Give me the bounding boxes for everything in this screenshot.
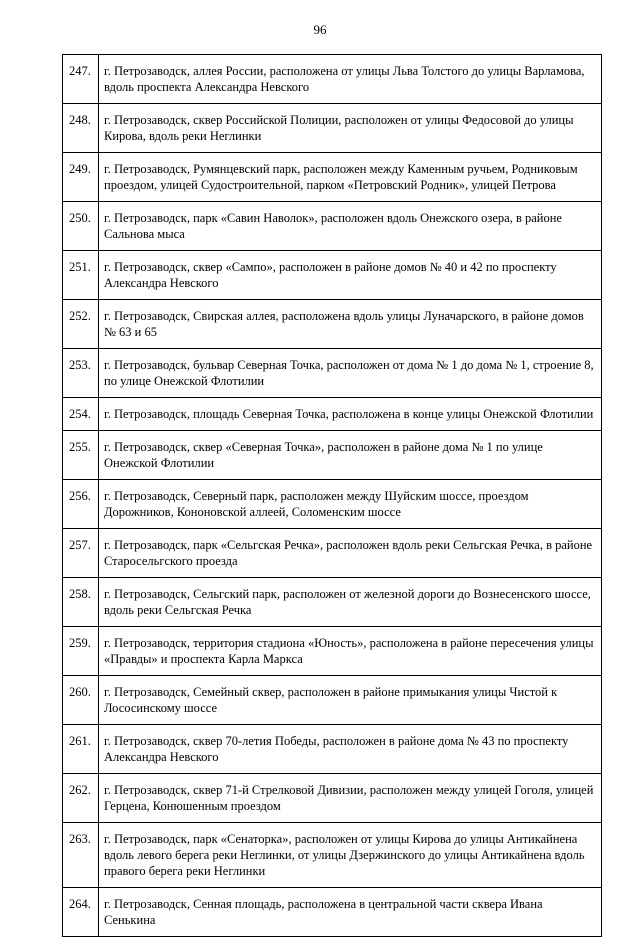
row-description: г. Петрозаводск, сквер Российской Полиции, расположен от улицы Федосовой до улицы Кирова, вдоль реки Неглинки [99, 104, 602, 153]
table-row [63, 398, 602, 431]
row-description: г. Петрозаводск, Сельгский парк, расположен от железной дороги до Вознесенского шоссе, вдоль реки Сельгская Речка [99, 578, 602, 627]
registry-table [62, 54, 602, 937]
table-row [63, 774, 602, 823]
table-row [63, 104, 602, 153]
row-number: 248. [63, 104, 99, 153]
page-number: 96 [313, 22, 327, 37]
table-row [63, 888, 602, 937]
registry-table-body [63, 55, 602, 937]
row-number: 262. [63, 774, 99, 823]
table-row [63, 578, 602, 627]
row-number: 247. [63, 55, 99, 104]
row-description: г. Петрозаводск, площадь Северная Точка, расположена в конце улицы Онежской Флотилии [99, 398, 602, 431]
table-row [63, 676, 602, 725]
row-description: г. Петрозаводск, Свирская аллея, расположена вдоль улицы Луначарского, в районе домов № 63 и 65 [99, 300, 602, 349]
row-description: г. Петрозаводск, парк «Савин Наволок», расположен вдоль Онежского озера, в районе Сальнова мыса [99, 202, 602, 251]
row-number: 250. [63, 202, 99, 251]
table-row [63, 153, 602, 202]
row-description: г. Петрозаводск, сквер «Сампо», расположен в районе домов № 40 и 42 по проспекту Александра Невского [99, 251, 602, 300]
row-description: г. Петрозаводск, аллея России, расположена от улицы Льва Толстого до улицы Варламова, вдоль проспекта Александра Невского [99, 55, 602, 104]
row-description: г. Петрозаводск, сквер 70-летия Победы, расположен в районе дома № 43 по проспекту Александра Невского [99, 725, 602, 774]
row-number: 255. [63, 431, 99, 480]
table-row [63, 251, 602, 300]
table-row [63, 529, 602, 578]
table-row [63, 300, 602, 349]
row-number: 257. [63, 529, 99, 578]
row-number: 254. [63, 398, 99, 431]
row-description: г. Петрозаводск, бульвар Северная Точка, расположен от дома № 1 до дома № 1, строение 8, по улице Онежской Флотилии [99, 349, 602, 398]
row-description: г. Петрозаводск, парк «Сенаторка», расположен от улицы Кирова до улицы Антикайнена вдоль левого берега реки Неглинки, от улицы Дзержинского до улицы Антикайнена вдоль правого берега реки Неглинки [99, 823, 602, 888]
row-description: г. Петрозаводск, территория стадиона «Юность», расположена в районе пересечения улицы «Правды» и проспекта Карла Маркса [99, 627, 602, 676]
row-description: г. Петрозаводск, парк «Сельгская Речка», расположен вдоль реки Сельгская Речка, в районе Старосельгского проезда [99, 529, 602, 578]
table-row [63, 349, 602, 398]
row-number: 263. [63, 823, 99, 888]
table-row [63, 725, 602, 774]
table-row [63, 202, 602, 251]
row-number: 249. [63, 153, 99, 202]
row-description: г. Петрозаводск, сквер 71-й Стрелковой Дивизии, расположен между улицей Гоголя, улицей Герцена, Конюшенным проездом [99, 774, 602, 823]
table-row [63, 480, 602, 529]
row-description: г. Петрозаводск, Румянцевский парк, расположен между Каменным ручьем, Родниковым проездом, улицей Судостроительной, парком «Петровский Родник», улицей Петрова [99, 153, 602, 202]
row-description: г. Петрозаводск, Сенная площадь, расположена в центральной части сквера Ивана Сенькина [99, 888, 602, 937]
table-row [63, 823, 602, 888]
row-number: 261. [63, 725, 99, 774]
row-number: 251. [63, 251, 99, 300]
row-number: 252. [63, 300, 99, 349]
row-number: 256. [63, 480, 99, 529]
row-description: г. Петрозаводск, Семейный сквер, расположен в районе примыкания улицы Чистой к Лососинскому шоссе [99, 676, 602, 725]
row-number: 259. [63, 627, 99, 676]
table-row [63, 55, 602, 104]
table-row [63, 431, 602, 480]
table-row [63, 627, 602, 676]
row-description: г. Петрозаводск, сквер «Северная Точка», расположен в районе дома № 1 по улице Онежской Флотилии [99, 431, 602, 480]
row-description: г. Петрозаводск, Северный парк, расположен между Шуйским шоссе, проездом Дорожников, Кононовской аллеей, Соломенским шоссе [99, 480, 602, 529]
row-number: 258. [63, 578, 99, 627]
row-number: 264. [63, 888, 99, 937]
row-number: 260. [63, 676, 99, 725]
row-number: 253. [63, 349, 99, 398]
